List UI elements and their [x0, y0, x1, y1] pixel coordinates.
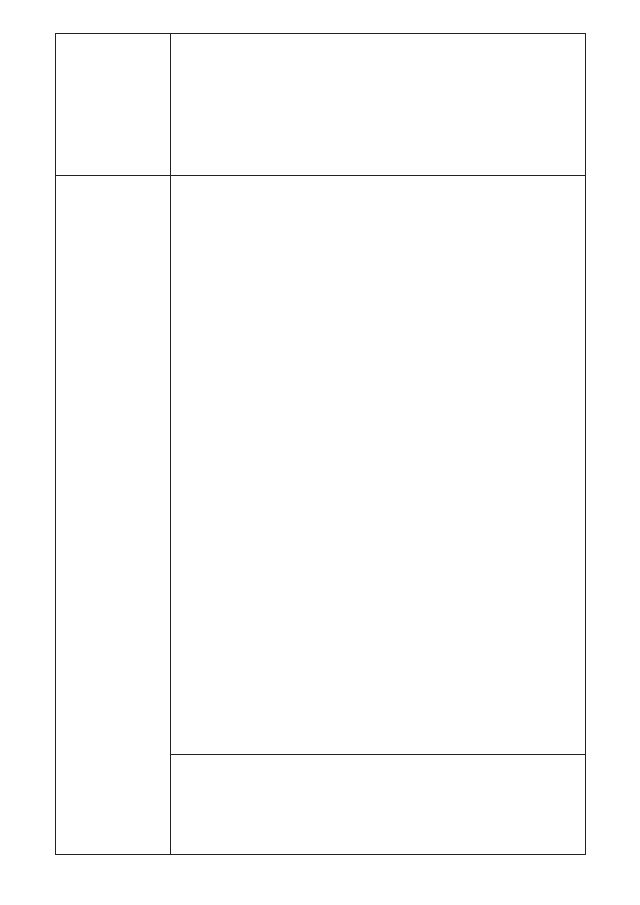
column-divider-left	[170, 754, 586, 755]
rotated-page	[0, 32, 640, 905]
table-frame	[55, 33, 586, 855]
row-divider	[170, 33, 171, 855]
column-divider-right	[55, 175, 586, 176]
